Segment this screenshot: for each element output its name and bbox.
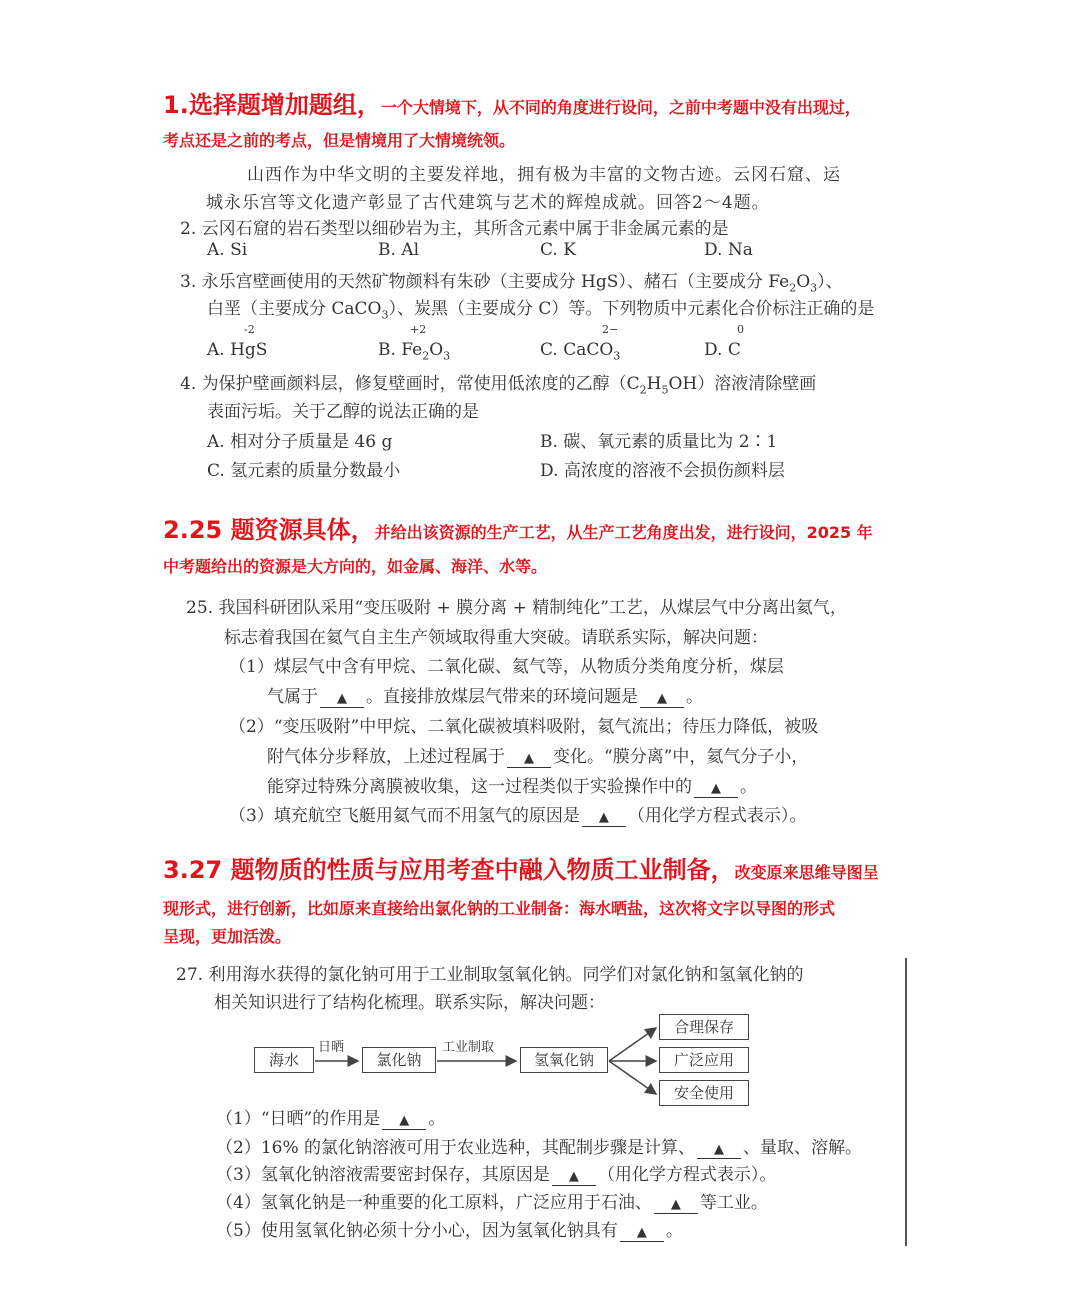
q3-stem-line1-text: 3. 永乐宫壁画使用的天然矿物颜料有朱砂（主要成分 HgS）、赭石（主要成分 Fe <box>180 272 790 292</box>
arrow-branch-top <box>609 1028 656 1061</box>
section3-heading-desc: 改变原来思维导图呈 <box>734 863 879 882</box>
q4-text: 4. 为保护壁画颜料层，修复壁画时，常使用低浓度的乙醇（C <box>180 374 640 394</box>
answer-blank: ▲ <box>654 1197 698 1214</box>
q2-option-c: C. K <box>540 240 576 260</box>
q27-sub5 <box>216 1216 683 1242</box>
node-seawater: 海水 <box>254 1047 314 1073</box>
q2-stem: 2. 云冈石窟的岩石类型以细砂岩为主，其所含元素中属于非金属元素的是 <box>180 219 729 239</box>
q25-text: 附气体分步释放，上述过程属于 <box>267 747 505 767</box>
q4-text: OH）溶液清除壁画 <box>668 374 817 394</box>
q27-text: 。 <box>428 1109 446 1129</box>
section1-heading-desc: 一个大情境下，从不同的角度进行设问，之前中考题中没有出现过， <box>380 98 861 117</box>
arrow-branch-bottom <box>609 1061 656 1094</box>
q2-option-d: D. Na <box>704 240 753 260</box>
q25-text: （用化学方程式表示）。 <box>627 806 807 826</box>
q3-text: ）、炭黑（主要成分 C）等。下列物质中元素化合价标注正确的是 <box>388 299 875 319</box>
q4-sub: 2 <box>639 383 647 397</box>
q27-line2: 相关知识进行了结构化梳理。联系实际，解决问题： <box>214 993 605 1013</box>
q2-4-intro-line1: 山西作为中华文明的主要发祥地，拥有极为丰富的文物古迹。云冈石窟、运 <box>247 165 841 185</box>
answer-blank: ▲ <box>640 691 684 708</box>
q4-option-c: C. 氢元素的质量分数最小 <box>207 461 401 481</box>
answer-blank: ▲ <box>552 1169 596 1186</box>
q27-text: （5）使用氢氧化钠必须十分小心，因为氢氧化钠具有 <box>216 1221 618 1241</box>
answer-blank: ▲ <box>320 691 364 708</box>
q27-text: （用化学方程式表示）。 <box>597 1165 777 1185</box>
node-proper-storage: 合理保存 <box>659 1014 749 1040</box>
section2-heading-line2: 中考题给出的资源是大方向的，如金属、海洋、水等。 <box>163 557 548 576</box>
q25-text: 。 <box>686 687 703 707</box>
section2-heading-title: 2.25 题资源具体， <box>163 516 375 544</box>
q3-sub: 3 <box>443 349 451 363</box>
q3-sub: 2 <box>789 281 797 295</box>
q3-valence-a: -2 <box>244 323 255 336</box>
q4-option-a: A. 相对分子质量是 46 g <box>207 432 393 452</box>
q27-line1: 27. 利用海水获得的氯化钠可用于工业制取氢氧化钠。同学们对氯化钠和氢氧化钠的 <box>176 965 804 985</box>
q2-option-a: A. Si <box>207 240 248 260</box>
answer-blank: ▲ <box>694 781 738 798</box>
q3-option-a: A. HgS <box>207 340 268 360</box>
q25-sub2-line1: （2）“变压吸附”中甲烷、二氧化碳被填料吸附，氦气流出；待压力降低，被吸 <box>229 717 819 737</box>
q27-text: （1）“日晒”的作用是 <box>216 1109 381 1129</box>
q3-valence-d: 0 <box>737 323 744 336</box>
q27-text: （3）氢氧化钠溶液需要密封保存，其原因是 <box>216 1165 550 1185</box>
q27-sub3 <box>216 1160 776 1186</box>
q25-text: 变化。“膜分离”中，氦气分子小， <box>553 747 809 767</box>
q3-option-c-text: C. CaCO <box>540 340 614 360</box>
q2-4-intro-line2: 城永乐宫等文化遗产彰显了古代建筑与艺术的辉煌成就。回答2～4题。 <box>206 193 770 213</box>
q3-text: ）、 <box>817 272 843 292</box>
section3-heading-title: 3.27 题物质的性质与应用考查中融入物质工业制备， <box>163 856 735 884</box>
q25-text: 能穿过特殊分离膜被收集，这一过程类似于实验操作中的 <box>267 777 692 797</box>
section3-heading-line3: 呈现，更加活泼。 <box>163 927 292 946</box>
q27-text: 等工业。 <box>699 1193 768 1213</box>
q25-text: 。 <box>740 777 757 797</box>
answer-blank: ▲ <box>382 1113 426 1130</box>
section1-heading-title: 1.选择题增加题组， <box>163 91 381 119</box>
node-safe-use: 安全使用 <box>659 1080 749 1106</box>
answer-blank: ▲ <box>582 810 626 827</box>
q25-line2: 标志着我国在氦气自主生产领域取得重大突破。请联系实际，解决问题： <box>224 628 768 648</box>
q25-line1: 25. 我国科研团队采用“变压吸附 + 膜分离 + 精制纯化”工艺，从煤层气中分离出氦气， <box>186 598 847 618</box>
q4-option-b: B. 碳、氧元素的质量比为 2∶1 <box>540 432 778 452</box>
node-sodium-hydroxide: 氢氧化钠 <box>520 1047 608 1073</box>
q25-sub1-line1: （1）煤层气中含有甲烷、二氧化碳、氦气等，从物质分类角度分析，煤层 <box>229 657 784 677</box>
q3-sub: 3 <box>613 349 621 363</box>
q25-text: 气属于 <box>267 687 318 707</box>
node-wide-application: 广泛应用 <box>659 1047 749 1073</box>
q27-text: 、量取、溶解。 <box>743 1138 863 1158</box>
q4-option-d: D. 高浓度的溶液不会损伤颜料层 <box>540 461 785 481</box>
q3-sub: 3 <box>381 308 389 322</box>
q3-sub: 2 <box>422 349 430 363</box>
section3-heading-line2: 现形式，进行创新，比如原来直接给出氯化钠的工业制备：海水晒盐，这次将文字以导图的形式 <box>163 899 836 918</box>
q25-text: （3）填充航空飞艇用氦气而不用氢气的原因是 <box>229 806 580 826</box>
q25-text: 。直接排放煤层气带来的环境问题是 <box>366 687 638 707</box>
q3-option-d: D. C <box>704 340 741 360</box>
q3-valence-b: +2 <box>410 323 427 336</box>
answer-blank: ▲ <box>620 1225 664 1242</box>
q3-valence-c: 2− <box>602 323 619 336</box>
q4-stem-line2: 表面污垢。关于乙醇的说法正确的是 <box>207 402 479 422</box>
q27-sub1 <box>216 1104 445 1130</box>
q3-sub: 3 <box>810 281 818 295</box>
q27-text: 。 <box>665 1221 683 1241</box>
section2-heading-desc: 并给出该资源的生产工艺，从生产工艺角度出发，进行设问，2025 年 <box>374 523 873 542</box>
q3-text: O <box>429 340 444 360</box>
q4-text: H <box>646 374 662 394</box>
arrow-label-industrial: 工业制取 <box>442 1040 495 1055</box>
q4-sub: 5 <box>661 383 669 397</box>
node-sodium-chloride: 氯化钠 <box>362 1047 436 1073</box>
q3-text: 白垩（主要成分 CaCO <box>207 299 382 319</box>
section1-heading-line2: 考点还是之前的考点，但是情境用了大情境统领。 <box>163 131 516 150</box>
q27-sub2 <box>216 1133 862 1159</box>
answer-blank: ▲ <box>697 1142 741 1159</box>
answer-blank: ▲ <box>507 751 551 768</box>
q2-option-b: B. Al <box>378 240 420 260</box>
q3-text: O <box>796 272 811 292</box>
q27-text: （4）氢氧化钠是一种重要的化工原料，广泛应用于石油、 <box>216 1193 652 1213</box>
q3-option-b-text: B. Fe <box>378 340 423 360</box>
q27-text: （2）16% 的氯化钠溶液可用于农业选种，其配制步骤是计算、 <box>216 1138 696 1158</box>
q27-sub4 <box>216 1188 768 1214</box>
arrow-label-sunlight: 日晒 <box>318 1040 345 1055</box>
